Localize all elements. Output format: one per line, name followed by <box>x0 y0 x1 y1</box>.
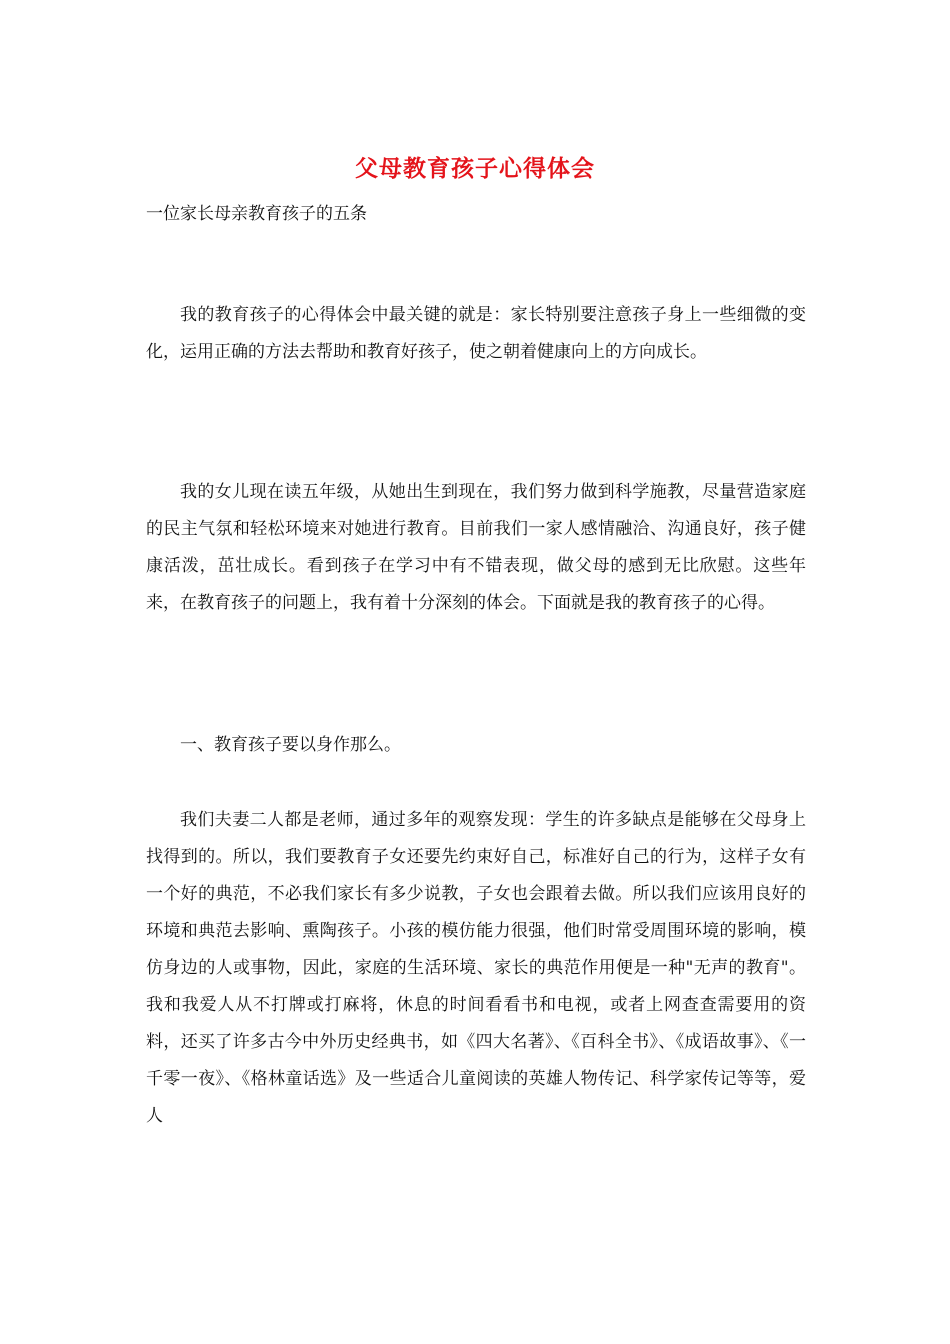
document-title: 父母教育孩子心得体会 <box>355 155 595 182</box>
paragraph-3: 我们夫妻二人都是老师，通过多年的观察发现：学生的许多缺点是能够在父母身上找得到的。所以，我们要教育子女还要先约束好自己，标准好自己的行为，这样子女有一个好的典范，不必我们家长有多少说教，子女也会跟着去做。所以我们应该用良好的环境和典范去影响、熏陶孩子。小孩的模仿能力很强，他们时常受周围环境的影响，模仿身边的人或事物，因此，家庭的生活环境、家长的典范作用便是一种"无声的教育"。我和我爱人从不打牌或打麻将，休息的时间看看书和电视，或者上网查查需要用的资料，还买了许多古今中外历史经典书，如《四大名著》、《百科全书》、《成语故事》、《一千零一夜》、《格林童话选》及一些适合儿童阅读的英雄人物传记、科学家传记等等，爱人 <box>146 810 806 1126</box>
paragraph-2: 我的女儿现在读五年级，从她出生到现在，我们努力做到科学施教，尽量营造家庭的民主气氛和轻松环境来对她进行教育。目前我们一家人感情融洽、沟通良好，孩子健康活泼，茁壮成长。看到孩子在学习中有不错表现，做父母的感到无比欣慰。这些年来，在教育孩子的问题上，我有着十分深刻的体会。下面就是我的教育孩子的心得。 <box>146 482 806 613</box>
section-heading-1: 一、教育孩子要以身作那么。 <box>180 735 401 755</box>
document-subtitle: 一位家长母亲教育孩子的五条 <box>146 204 367 224</box>
paragraph-1: 我的教育孩子的心得体会中最关键的就是：家长特别要注意孩子身上一些细微的变化，运用正确的方法去帮助和教育好孩子，使之朝着健康向上的方向成长。 <box>146 305 806 362</box>
